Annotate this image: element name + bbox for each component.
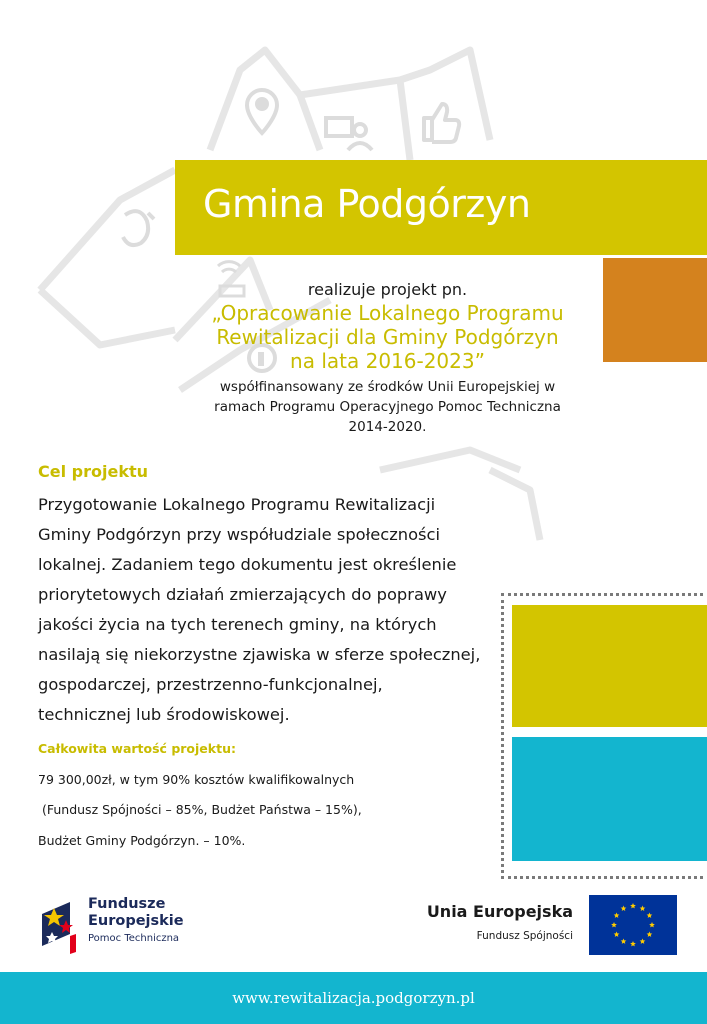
footer-bar [0,972,707,1024]
cofinancing-note [175,377,600,437]
title-band [175,160,707,255]
project-title-line: Rewitalizacji dla Gminy Podgórzyn [216,325,559,349]
cofinancing-line: 2014-2020. [348,419,427,435]
cofinancing-line: ramach Programu Operacyjnego Pomoc Techniczna [214,399,561,415]
goal-line: jakości życia na tych terenech gminy, na których [38,615,437,634]
olive-decor-block [512,605,707,727]
fe-sub: Pomoc Techniczna [88,933,180,944]
value-line: 79 300,00zł, w tym 90% kosztów kwalifikowalnych [38,772,355,787]
presentation-icon [326,118,372,150]
ue-text [418,902,573,944]
goal-line: Przygotowanie Lokalnego Programu Rewitalizacji [38,495,436,514]
face-doodle-icon [123,211,154,245]
ue-sub: Fundusz Spójności [476,930,573,942]
goal-text [38,490,508,730]
project-title-line: „Opracowanie Lokalnego Programu [211,301,564,325]
intro-lead: realizuje projekt pn. [307,280,468,299]
fe-name-line1: Fundusze [88,896,166,912]
page-title: Gmina Podgórzyn [203,182,531,226]
eu-flag-icon [589,895,677,955]
website-url: www.rewitalizacja.podgorzyn.pl [232,989,475,1007]
project-intro [175,280,600,437]
project-title [175,301,600,373]
goal-line: technicznej lub środowiskowej. [38,705,290,724]
thumbs-up-icon [424,104,459,142]
orange-decor-block [603,258,707,362]
logo-bar [0,880,707,972]
ue-name: Unia Europejska [426,902,573,921]
value-line: Budżet Gminy Podgórzyn. – 10%. [38,833,246,848]
location-pin-icon [247,90,277,133]
goal-line: nasilają się niekorzystne zjawiska w sferze społecznej, [38,645,481,664]
cyan-decor-block [512,737,707,861]
fe-text [88,896,184,946]
value-line: (Fundusz Spójności – 85%, Budżet Państwa – 15%), [38,802,362,817]
goal-line: lokalnej. Zadaniem tego dokumentu jest określenie [38,555,457,574]
project-title-line: na lata 2016-2023” [290,349,485,373]
goal-line: priorytetowych działań zmierzających do poprawy [38,585,447,604]
fe-name-line2: Europejskie [88,913,184,929]
fe-stars-icon [40,894,84,956]
goal-line: gospodarczej, przestrzenno-funkcjonalnej, [38,675,383,694]
cofinancing-line: współfinansowany ze środków Unii Europejskiej w [219,379,556,395]
fundusze-europejskie-logo [40,894,240,964]
value-heading: Całkowita wartość projektu: [38,741,236,756]
goal-line: Gminy Podgórzyn przy współudziale społeczności [38,525,441,544]
goal-heading: Cel projektu [38,462,148,481]
